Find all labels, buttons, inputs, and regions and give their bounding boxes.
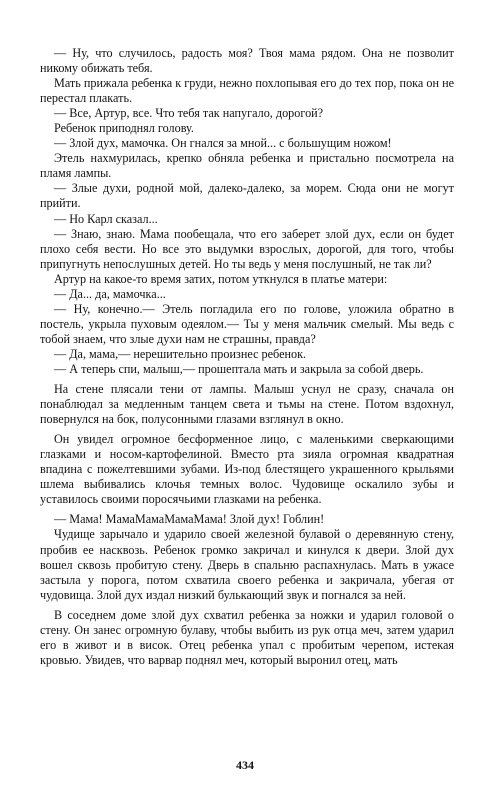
paragraph: На стене плясали тени от лампы. Малыш уснул не сразу, сначала он понаблюдал за медленным танцем света и тьмы на стене. Потом вздохнул, повернулся на бок, полусонными глазами взглянул в окно. (40, 382, 454, 427)
paragraph: — Злой дух, мамочка. Он гнался за мной... с большущим ножом! (54, 136, 392, 151)
paragraph: — Злые духи, родной мой, далеко-далеко, за морем. Сюда они не могут прийти. (40, 181, 454, 211)
paragraph: — А теперь спи, малыш,— прошептала мать и закрыла за собой дверь. (54, 361, 424, 376)
paragraph: — Знаю, знаю. Мама пообещала, что его заберет злой дух, если он будет плохо себя вести. Но все это выдумки взрослых, дорогой, для того, чтобы припугнуть непослушных детей. Но ты ведь у меня послушный, не так ли? (40, 226, 454, 271)
book-page-text (40, 46, 454, 758)
paragraph: — Да, мама,— нерешительно произнес ребенок. (54, 346, 307, 361)
paragraph: Он увидел огромное бесформенное лицо, с маленькими сверкающими глазками и носом-картофелиной. Вместо рта зияла огромная квадратная впадина с пожелтевшими зубами. Из-под блестящего украшенного крыльями шлема выбивались клочья темных волос. Чудовище оскалило зубы и уставилось своими поросячьими глазками на ребенка. (40, 432, 454, 507)
paragraph: Этель нахмурилась, крепко обняла ребенка и пристально посмотрела на пламя лампы. (40, 151, 454, 181)
paragraph: Чудище зарычало и ударило своей железной булавой о деревянную стену, пробив ее насквозь. Ребенок громко закричал и кинулся к двери. Злой дух вошел сквозь пробитую стену. Дверь в спальню распахнулась. Мать в ужасе застыла у порога, потом схватила своего ребенка и закричала, убегая от чудовища. Злой дух издал низкий булькающий звук и погнался за ней. (40, 527, 454, 602)
paragraph: — Но Карл сказал... (54, 211, 158, 226)
paragraph: — Ну, что случилось, радость моя? Твоя мама рядом. Она не позволит никому обижать тебя. (40, 46, 454, 76)
paragraph: Мать прижала ребенка к груди, нежно похлопывая его до тех пор, пока он не перестал плакать. (40, 76, 454, 106)
paragraph: Артур на какое-то время затих, потом уткнулся в платье матери: (54, 271, 388, 286)
paragraph: — Ну, конечно.— Этель погладила его по голове, уложила обратно в постель, укрыла пуховым одеялом.— Ты у меня мальчик смелый. Мы ведь с тобой знаем, что злые духи нам не страшны, правда? (40, 301, 454, 346)
paragraph: В соседнем доме злой дух схватил ребенка за ножки и ударил головой о стену. Он занес огромную булаву, чтобы выбить из рук отца меч, затем ударил его в живот и в висок. Отец ребенка упал с пробитым черепом, истекая кровью. Увидев, что варвар поднял меч, который выронил отец, мать (40, 607, 454, 667)
page-number: 434 (236, 758, 254, 772)
paragraph: — Да... да, мамочка... (54, 286, 166, 301)
paragraph: — Все, Артур, все. Что тебя так напугало, дорогой? (54, 106, 324, 121)
paragraph: Ребенок приподнял голову. (54, 121, 194, 136)
paragraph: — Мама! МамаМамаМамаМама! Злой дух! Гоблин! (54, 512, 325, 527)
